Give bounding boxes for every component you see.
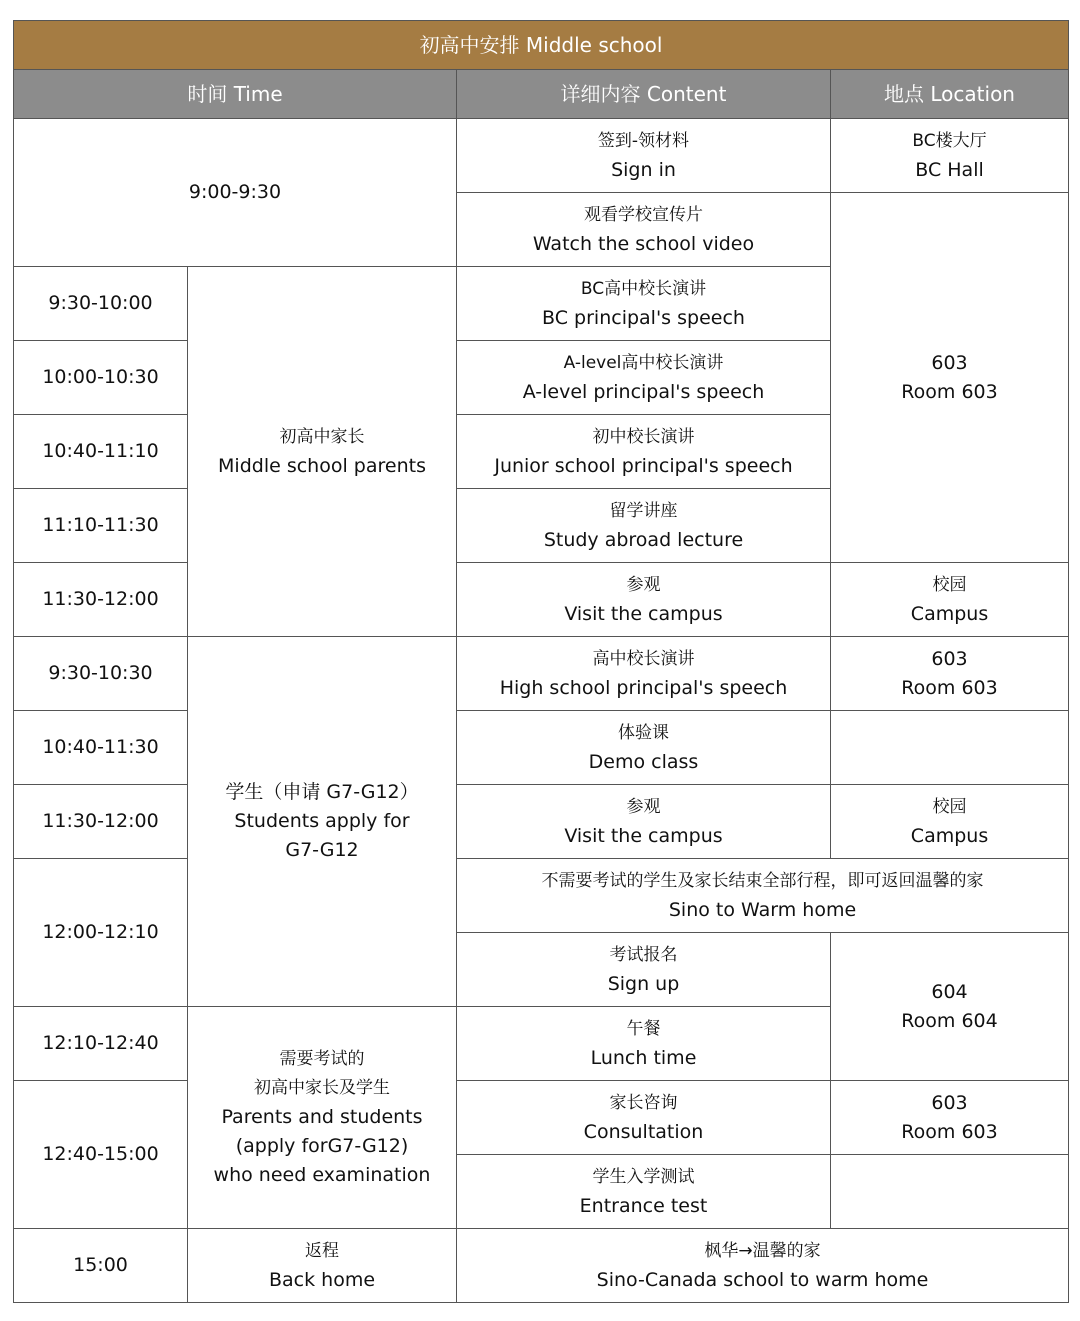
group-zh: 初高中家长及学生: [254, 1078, 390, 1098]
location-cell-room-603: [831, 193, 1069, 563]
time-cell: 9:30-10:00: [14, 267, 188, 341]
content-cell-video: [457, 193, 831, 267]
content-cell-warm-home: [457, 1229, 1069, 1303]
location-en: BC Hall: [915, 158, 984, 181]
content-cell-signin: [457, 119, 831, 193]
group-zh: 返程: [305, 1240, 339, 1261]
content-en: Sino to Warm home: [668, 898, 857, 921]
group-en: Students apply for: [234, 810, 410, 832]
time-cell: 10:00-10:30: [14, 341, 188, 415]
location-cell-empty: [831, 1155, 1069, 1229]
content-zh: 午餐: [626, 1018, 661, 1039]
group-en: (apply forG7-G12): [235, 1135, 409, 1157]
location-number: 603: [931, 351, 968, 374]
group-cell-students: [188, 637, 457, 1007]
group-cell-back-home: [188, 1229, 457, 1303]
location-en: Room 603: [901, 1120, 998, 1143]
location-number: 603: [931, 647, 968, 670]
group-en: G7-G12: [285, 839, 359, 861]
location-en: Room 603: [901, 676, 998, 699]
content-cell-visit-campus: [457, 785, 831, 859]
time-cell: 9:30-10:30: [14, 637, 188, 711]
group-en: Back home: [268, 1268, 376, 1291]
content-cell-study-abroad: [457, 489, 831, 563]
content-en: Entrance test: [579, 1194, 708, 1217]
content-en: Sign up: [607, 972, 680, 995]
content-cell-high-speech: [457, 637, 831, 711]
content-zh: 签到-领材料: [597, 130, 690, 151]
content-cell-junior-speech: [457, 415, 831, 489]
time-cell: 11:10-11:30: [14, 489, 188, 563]
content-cell-lunch: [457, 1007, 831, 1081]
content-en: High school principal's speech: [499, 676, 788, 699]
group-en: who need examination: [213, 1164, 431, 1186]
content-en: Study abroad lecture: [543, 528, 744, 551]
time-cell: 10:40-11:30: [14, 711, 188, 785]
time-cell: 10:40-11:10: [14, 415, 188, 489]
content-zh: 初中校长演讲: [592, 426, 695, 447]
content-en: A-level principal's speech: [522, 380, 765, 403]
content-en: Consultation: [583, 1120, 704, 1143]
content-cell-sign-up: [457, 933, 831, 1007]
location-cell-bc-hall: [831, 119, 1069, 193]
time-cell: 11:30-12:00: [14, 785, 188, 859]
content-en: Lunch time: [590, 1046, 697, 1069]
group-zh: 需要考试的: [279, 1049, 365, 1069]
content-en: Junior school principal's speech: [494, 454, 793, 477]
time-cell: 12:00-12:10: [14, 859, 188, 1007]
content-zh: 参观: [626, 574, 661, 595]
content-cell-demo-class: [457, 711, 831, 785]
group-en: Parents and students: [221, 1106, 423, 1128]
time-cell: 12:10-12:40: [14, 1007, 188, 1081]
group-zh: 学生（申请 G7-G12）: [225, 781, 419, 803]
content-en: Visit the campus: [564, 602, 723, 625]
content-zh: 参观: [626, 796, 661, 817]
content-zh: 留学讲座: [609, 500, 678, 521]
group-cell-parents: [188, 267, 457, 637]
location-en: Room 604: [901, 1009, 998, 1032]
location-number: 604: [931, 980, 968, 1003]
content-zh: 观看学校宣传片: [584, 204, 703, 225]
time-cell: 9:00-9:30: [14, 119, 457, 267]
content-en: Visit the campus: [564, 824, 723, 847]
content-cell-alevel-speech: [457, 341, 831, 415]
group-zh: 初高中家长: [279, 426, 365, 447]
location-zh: BC楼大厅: [912, 130, 987, 151]
group-en: Middle school parents: [218, 454, 426, 477]
content-cell-entrance-test: [457, 1155, 831, 1229]
content-en: Sino-Canada school to warm home: [596, 1268, 929, 1291]
location-en: Campus: [910, 824, 989, 847]
content-zh: 不需要考试的学生及家长结束全部行程，即可返回温馨的家: [541, 870, 984, 891]
content-cell-consultation: [457, 1081, 831, 1155]
content-en: Sign in: [611, 158, 676, 181]
location-number: 603: [931, 1091, 968, 1114]
location-cell-room-603: [831, 637, 1069, 711]
time-cell: 12:40-15:00: [14, 1081, 188, 1229]
content-cell-visit-campus: [457, 563, 831, 637]
schedule-table: [13, 20, 1069, 1303]
content-en: Watch the school video: [532, 232, 755, 255]
content-zh: 学生入学测试: [592, 1166, 695, 1187]
location-zh: 校园: [932, 574, 967, 595]
location-zh: 校园: [932, 796, 967, 817]
location-en: Room 603: [901, 380, 998, 403]
time-cell: 11:30-12:00: [14, 563, 188, 637]
location-cell-empty: [831, 711, 1069, 785]
content-cell-bc-speech: [457, 267, 831, 341]
content-zh: A-level高中校长演讲: [563, 352, 724, 373]
header-time: 时间 Time: [14, 70, 457, 119]
location-cell-campus: [831, 785, 1069, 859]
content-zh: BC高中校长演讲: [580, 278, 707, 299]
content-zh: 枫华→温馨的家: [704, 1240, 821, 1261]
content-zh: 考试报名: [609, 944, 678, 965]
content-zh: 家长咨询: [609, 1092, 678, 1113]
content-en: BC principal's speech: [542, 306, 745, 329]
location-en: Campus: [910, 602, 989, 625]
table-title: 初高中安排 Middle school: [14, 21, 1069, 70]
location-cell-campus: [831, 563, 1069, 637]
location-cell-room-603: [831, 1081, 1069, 1155]
header-content: 详细内容 Content: [457, 70, 831, 119]
content-zh: 高中校长演讲: [592, 648, 695, 669]
content-cell-non-exam-home: [457, 859, 1069, 933]
header-location: 地点 Location: [831, 70, 1069, 119]
content-zh: 体验课: [618, 722, 669, 743]
group-cell-exam: [188, 1007, 457, 1229]
content-en: Demo class: [588, 750, 699, 773]
time-cell: 15:00: [14, 1229, 188, 1303]
location-cell-room-604: [831, 933, 1069, 1081]
